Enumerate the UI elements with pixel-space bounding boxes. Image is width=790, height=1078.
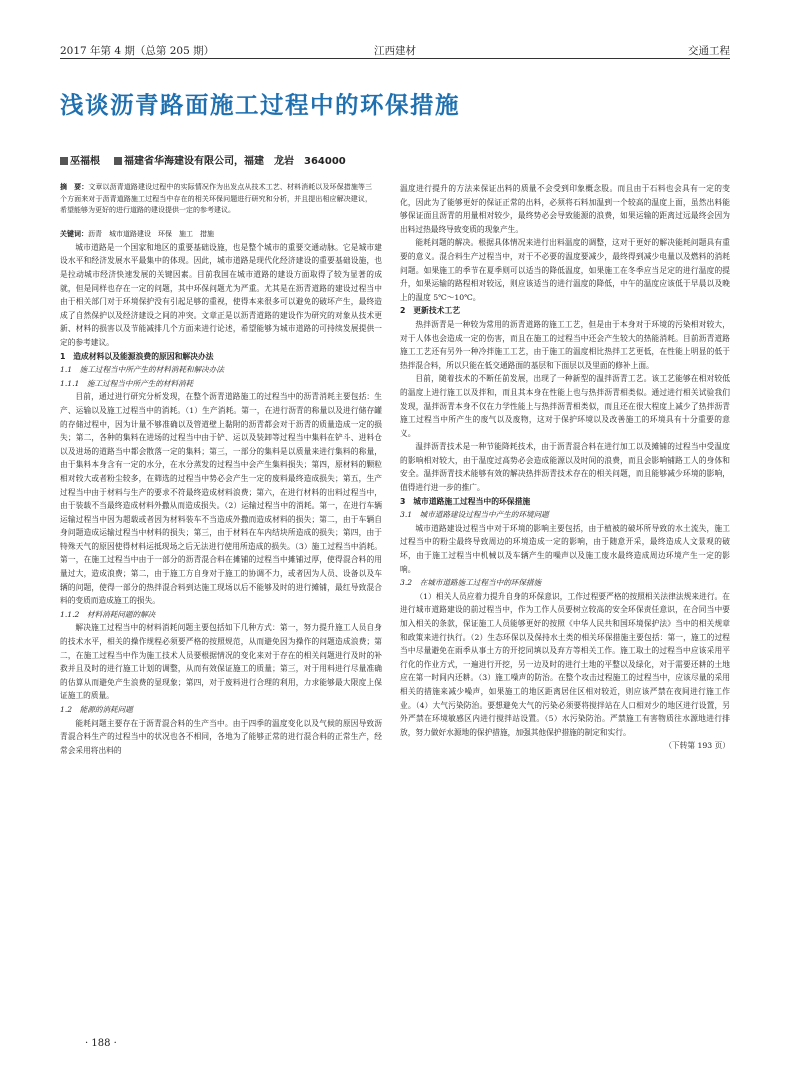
right-column — [400, 182, 730, 753]
keywords-text: 沥青 城市道路建设 环保 施工 措施 — [88, 230, 214, 239]
paragraph: 城市道路建设过程当中对于环境的影响主要包括，由于植被的破坏所导致的水土流失，施工过程当中的粉尘最终导致周边的环境造成一定的影响，由于随意开采，最终造成人文景观的破坏，由于施工过程当中机械以及车辆产生的噪声以及施工废水最终造成周边环境产生一定的影响。 — [400, 523, 730, 574]
paragraph: 热拌沥青是一种较为常用的沥青道路的施工工艺，但是由于本身对于环境的污染相对较大，对于人体也会造成一定的伤害，而且在施工的过程当中还会产生较大的热能消耗。目前沥青道路施工工艺还有另外一种冷拌施工工艺，由于施工的温度相比热拌工艺更低，在性能上明显的低于热拌混合料，所以只能在低交通路面的基层和下面层以及里面的修补上面。 — [400, 319, 730, 370]
left-column — [60, 182, 382, 757]
square-bullet-icon — [60, 157, 68, 165]
paragraph: 温拌沥青技术是一种节能降耗技术，由于沥青混合料在进行加工以及摊铺的过程当中受温度的影响相对较大，由于温度过高势必会造成能源以及时间的浪费，而且会影响铺路工人的身体和安全。温拌沥青技术能够有效的解决热拌沥青技术存在的相关问题，而且能够减少环境的影响，值得进行进一步的推广。 — [400, 442, 730, 493]
paragraph: 目前，通过进行研究分析发现，在整个沥青道路施工的过程当中的沥青消耗主要包括：生产、运输以及施工过程当中的消耗。（1）生产消耗。第一，在进行沥青的称量以及进行储存罐的存储过程中，因为计量不够准确以及管道壁上黏附的沥青都会对于沥青的质量造成一定的损失；第二，各种的集料在进场的过程当中由于铲、运以及装卸等过程当中集料在铲斗、进料仓以及进场的道路当中都会散落一定的集料；第三，一部分的集料是以质量来进行集料的称量，由于集料本身含有一定的水分，在水分蒸发的过程当中会产生集料损失；第四，原材料的颗粒相对较大或者粉尘较多，在筛选的过程当中势必会产生一定的废料最终造成损失；第五，生产过程当中由于材料与生产的要求不符最终造成材料浪费；第六，在进行材料的出料过程当中，由于装载不当最终造成材料外撒从而造成损失。（2）运输过程当中的消耗。第一，在进行车辆运输过程当中因为超载或者因为材料装车不当造成外撒而造成材料的损失；第二，由于车辆自身问题造成运输过程当中材料的损失；第三，由于材料在车内结块所造成的损失；第四，由于特殊天气的原因使得材料运抵现场之后无法进行使用所造成的损失。（3）施工过程当中消耗。第一，在施工过程当中由于一部分的沥青混合料在摊铺的过程当中摊铺过厚，使得混合料的用量过大，造成浪费；第二，由于施工方自身对于施工的协调不力，或者因为人员、设备以及车辆的问题，使得一部分的热拌混合料到达施工现场以后不能够及时的进行摊铺，最红导致混合料的变质而造成施工的损失。 — [60, 392, 382, 606]
abstract-label: 摘 要： — [60, 183, 89, 191]
running-header — [60, 40, 730, 58]
subsection-heading: 3.2 在城市道路施工过程当中的环保措施 — [400, 578, 542, 588]
continued-note: （下转第 193 页） — [664, 741, 730, 751]
abstract — [60, 182, 382, 217]
subsubsection-heading: 1.1.2 材料消耗问题的解决 — [60, 609, 156, 619]
journal-issue: 2017 年第 4 期（总第 205 期） — [60, 45, 215, 57]
subsection-heading: 1.2 能源的消耗问题 — [60, 705, 133, 714]
abstract-text: 文章以沥青道路建设过程中的实际情况作为出发点从技术工艺、材料消耗以及环保措施等三个方面来对于沥青道路施工过程当中存在的相关环保问题进行研究和分析，并且提出相应解决建议，希望能够为更好的进行道路的建设提供一定的参考建议。 — [60, 183, 373, 215]
author-name: 巫福根 — [70, 156, 100, 167]
subsubsection-heading: 1.1.1 施工过程当中所产生的材料消耗 — [60, 378, 194, 388]
paragraph: 城市道路是一个国家和地区的重要基础设施，也是整个城市的重要交通动脉。它是城市建设水平和经济发展水平最集中的体现。因此，城市道路是现代化经济建设的重要基础设施，也是拉动城市经济快速发展的关键因素。目前我国在城市道路的建设方面取得了较为显著的成就，但是同样也存在一定的问题，其中环保问题尤为严重。尤其是在沥青道路的建设过程当中由于相关部门对于环境保护没有引起足够的重视，使得本来很多可以避免的破坏产生，最终造成了自然保护以及经济建设之间的冲突。文章正是以沥青道路的建设作为研究的对象从技术更新、材料的损害以及节能减排几个方面来进行论述，希望能够为城市道路的可持续发展提供一定的参考建议。 — [60, 242, 382, 347]
subsection-heading: 3.1 城市道路建设过程当中产生的环境问题 — [400, 510, 549, 520]
paragraph: （1）相关人员应着力提升自身的环保意识，工作过程要严格的按照相关法律法规来进行。在进行城市道路建设的前过程当中，作为工作人员要树立较高的安全环保责任意识，在合同当中要加入相关的条款，保证施工人员能够更好的按照《中华人民共和国环境保护法》当中的相关规章和政策来进行执行。（2）生态环保以及保持水土类的相关环保措施主要包括：第一，施工的过程当中尽量避免在雨季从事土方的开挖同填以及弃方等相关工作。施工取土的过程当中应该采用平行化的作业方式，一遍进行开挖，另一边及时的进行土地的平整以及绿化，对于需要还耕的土地应在第一时间内还耕。（3）施工噪声的防治。在整个攻击过程施工的过程当中，应该尽量的采用相关的措施来减少噪声，如果施工的地区距离居住区相对较近，则应该严禁在夜间进行施工作业。（4）大气污染防治。要想避免大气的污染必须要将搅拌站在人口相对少的地区进行设置，另外严禁在环境敏感区内进行搅拌站设置。（5）水污染防治。严禁施工有害物质往水源地进行排放，努力做好水源地的保护措施，加强其他保护措施的制定和实行。 — [400, 591, 730, 737]
article-title: 浅谈沥青路面施工过程中的环保措施 — [60, 91, 460, 119]
subsection-heading: 1.1 施工过程当中所产生的材料消耗和解决办法 — [60, 365, 224, 375]
author-line — [60, 152, 346, 167]
paragraph: 能耗问题主要存在于沥青混合料的生产当中。由于四季的温度变化以及气候的原因导致沥青混合料生产的过程当中的状况也各不相同，各地为了能够正常的进行混合料的正常生产，经常会采用将出料的 — [60, 718, 382, 755]
author-affiliation: 福建省华海建设有限公司，福建 龙岩 364000 — [124, 156, 346, 167]
paragraph: 温度进行提升的方法来保证出料的质量不会受到印象概念股。而且由于石料也会具有一定的变化，因此为了能够更好的保证正常的出料，必须将石料加温到一个较高的温度上面，虽然出料能够保证面且沥青的用量相对较少，最终势必会导致能源的浪费，如果运输的距离过远最终会因为出料过热最终导致变质的现象产生。 — [400, 184, 730, 234]
square-bullet-icon — [114, 157, 122, 165]
section-name: 交通工程 — [688, 45, 730, 57]
keywords — [60, 229, 382, 241]
section-heading: 2 更新技术工艺 — [400, 306, 461, 316]
section-heading: 1 造成材料以及能源浪费的原因和解决办法 — [60, 351, 214, 361]
paragraph: 目前，随着技术的不断任前发展，出现了一种新型的温拌沥青工艺。该工艺能够在相对较低的温度上进行施工以及拌和，而且其本身在性能上也与热拌沥青相类似。通过进行相关试验我们发现，温拌沥青本身不仅在力学性能上与热拌沥青相类似，而且还在很大程度上减少了热拌沥青施工过程当中所产生的废气以及废物，这对于保护环境以及改善施工的环境具有十分重要的意义。 — [400, 374, 730, 438]
page-number: · 188 · — [85, 1038, 117, 1049]
header-rule — [60, 58, 730, 59]
paragraph: 能耗问题的解决。根据具体情况来进行出料温度的调整，这对于更好的解决能耗问题具有重要的意义。混合料生产过程当中，对于不必要的温度要减少，最终得到减少电量以及燃料的消耗问题。如果施工的季节在夏季则可以适当的降低温度，如果施工在冬季应当足定的进行温度的提升，如果运输的路程相对较远，则应该适当的进行温度的降低，中午的温度应该低于早晨以及晚上的温度 5℃～10℃。 — [400, 238, 730, 302]
section-heading: 3 城市道路施工过程当中的环保措施 — [400, 496, 531, 506]
keywords-label: 关键词： — [60, 230, 88, 239]
paragraph: 解决施工过程当中的材料消耗问题主要包括如下几种方式：第一，努力提升施工人员自身的技术水平，相关的操作规程必须要严格的按照规范，从而避免因为操作的问题造成浪费；第二，在施工过程当中作为施工技术人员要根据情况的变化来对于存在的相关问题进行及时的补救并且及时的进行施工计划的调整，从而有效保证施工的质量；第三，对于用料进行尽量准确的估算从而避免产生浪费的显现象；第四，对于废料进行合理的利用，力求能够最大限度上保证施工的质量。 — [60, 623, 382, 701]
journal-name: 江西建材 — [374, 45, 416, 57]
